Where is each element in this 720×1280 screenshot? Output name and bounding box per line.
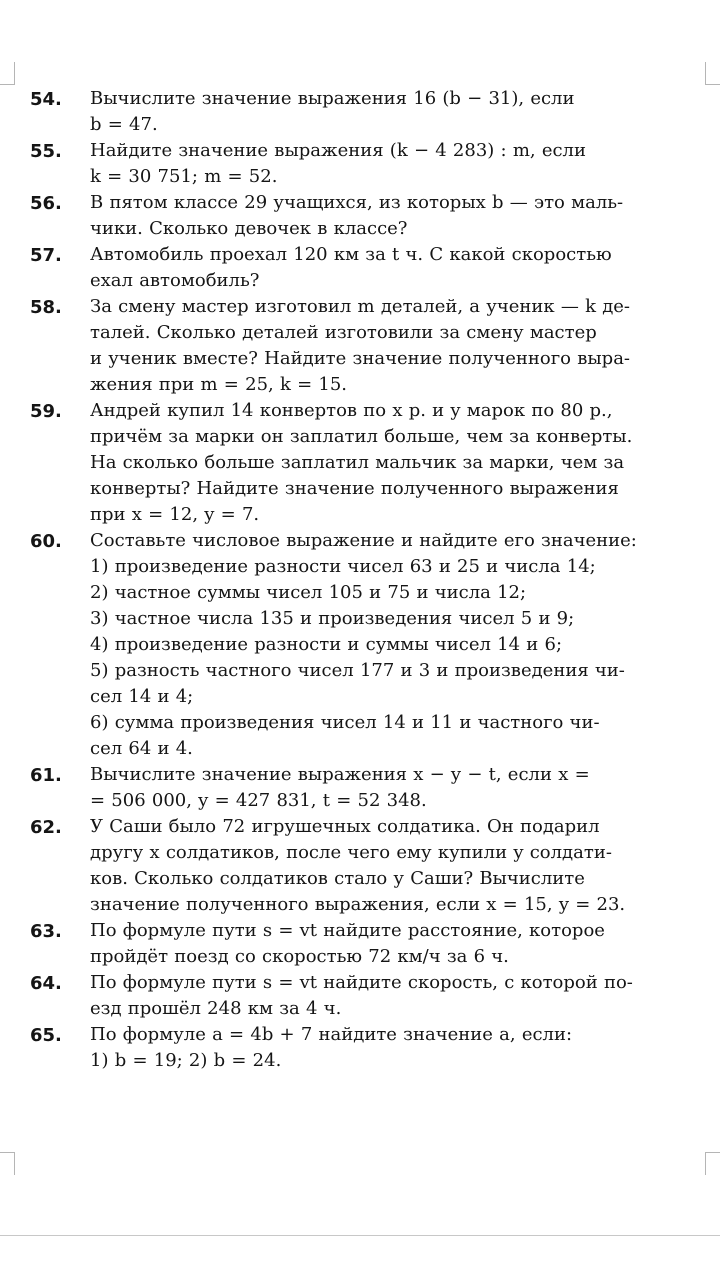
subtask-line: 5) разность частного чисел 177 и 3 и произведения чи- — [90, 660, 625, 681]
problem-number: 60. — [30, 531, 62, 552]
subtask-line: сел 14 и 4; — [90, 686, 194, 707]
text-line: На сколько больше заплатил мальчик за марки, чем за — [90, 452, 625, 473]
problem-65 — [0, 1022, 720, 1074]
text-line: другу x солдатиков, после чего ему купили y солдати- — [90, 842, 612, 863]
text-line: В пятом классе 29 учащихся, из которых b — это маль- — [90, 192, 624, 213]
problem-63 — [0, 918, 720, 970]
problem-62 — [0, 814, 720, 918]
problem-number: 63. — [30, 921, 62, 942]
crop-mark-bottom-left — [0, 1152, 15, 1175]
text-line: причём за марки он заплатил больше, чем за конверты. — [90, 426, 633, 447]
text-line: По формуле пути s = vt найдите скорость, с которой по- — [90, 972, 633, 993]
text-line: при x = 12, y = 7. — [90, 504, 260, 525]
text-line: конверты? Найдите значение полученного выражения — [90, 478, 619, 499]
problem-64 — [0, 970, 720, 1022]
problem-number: 55. — [30, 141, 62, 162]
text-line: k = 30 751; m = 52. — [90, 166, 278, 187]
subtask-line: 1) произведение разности чисел 63 и 25 и числа 14; — [90, 556, 596, 577]
problem-text — [90, 86, 670, 138]
subtask-line: 2) частное суммы чисел 105 и 75 и числа 12; — [90, 582, 527, 603]
problem-54 — [0, 86, 720, 138]
problem-text — [90, 294, 670, 398]
subtask-line: 6) сумма произведения чисел 14 и 11 и частного чи- — [90, 712, 600, 733]
text-line: Составьте числовое выражение и найдите его значение: — [90, 530, 637, 551]
text-line: 1) b = 19; 2) b = 24. — [90, 1050, 282, 1071]
text-line: значение полученного выражения, если x = 15, y = 23. — [90, 894, 626, 915]
problem-number: 59. — [30, 401, 62, 422]
text-line: талей. Сколько деталей изготовили за смену мастер — [90, 322, 597, 343]
text-line: жения при m = 25, k = 15. — [90, 374, 348, 395]
problem-number: 61. — [30, 765, 62, 786]
text-line: ехал автомобиль? — [90, 270, 260, 291]
text-line: Андрей купил 14 конвертов по x р. и y марок по 80 р., — [90, 400, 613, 421]
problem-text — [90, 918, 670, 970]
problem-number: 57. — [30, 245, 62, 266]
problem-text — [90, 242, 670, 294]
problem-55 — [0, 138, 720, 190]
problem-text — [90, 970, 670, 1022]
problem-57 — [0, 242, 720, 294]
bottom-divider — [0, 1235, 720, 1236]
problem-text — [90, 814, 670, 918]
problem-60 — [0, 528, 720, 762]
text-line: Найдите значение выражения (k − 4 283) : m, если — [90, 140, 586, 161]
subtask-line: сел 64 и 4. — [90, 738, 193, 759]
text-line: езд прошёл 248 км за 4 ч. — [90, 998, 342, 1019]
problem-number: 56. — [30, 193, 62, 214]
text-line: пройдёт поезд со скоростью 72 км/ч за 6 ч. — [90, 946, 509, 967]
problem-number: 65. — [30, 1025, 62, 1046]
crop-mark-bottom-right — [705, 1152, 720, 1175]
text-line: Автомобиль проехал 120 км за t ч. С какой скоростью — [90, 244, 612, 265]
problem-text — [90, 1022, 670, 1074]
text-line: По формуле a = 4b + 7 найдите значение a, если: — [90, 1024, 573, 1045]
problem-56 — [0, 190, 720, 242]
problem-text — [90, 138, 670, 190]
text-line: ков. Сколько солдатиков стало у Саши? Вычислите — [90, 868, 585, 889]
problem-59 — [0, 398, 720, 528]
crop-mark-top-right — [705, 62, 720, 85]
text-line: и ученик вместе? Найдите значение полученного выра- — [90, 348, 631, 369]
text-line: b = 47. — [90, 114, 158, 135]
text-line: Вычислите значение выражения 16 (b − 31), если — [90, 88, 575, 109]
text-line: Вычислите значение выражения x − y − t, если x = — [90, 764, 590, 785]
subtask-line: 3) частное числа 135 и произведения чисел 5 и 9; — [90, 608, 575, 629]
crop-mark-top-left — [0, 62, 15, 85]
problem-text — [90, 190, 670, 242]
text-line: чики. Сколько девочек в классе? — [90, 218, 408, 239]
problem-text — [90, 528, 670, 762]
problem-list — [0, 86, 720, 1074]
problem-number: 54. — [30, 89, 62, 110]
problem-number: 62. — [30, 817, 62, 838]
problem-61 — [0, 762, 720, 814]
problem-58 — [0, 294, 720, 398]
problem-number: 64. — [30, 973, 62, 994]
text-line: = 506 000, y = 427 831, t = 52 348. — [90, 790, 427, 811]
problem-text — [90, 398, 670, 528]
problem-number: 58. — [30, 297, 62, 318]
text-line: У Саши было 72 игрушечных солдатика. Он подарил — [90, 816, 600, 837]
subtask-line: 4) произведение разности и суммы чисел 14 и 6; — [90, 634, 563, 655]
text-line: По формуле пути s = vt найдите расстояние, которое — [90, 920, 605, 941]
problem-text — [90, 762, 670, 814]
text-line: За смену мастер изготовил m деталей, а ученик — k де- — [90, 296, 631, 317]
